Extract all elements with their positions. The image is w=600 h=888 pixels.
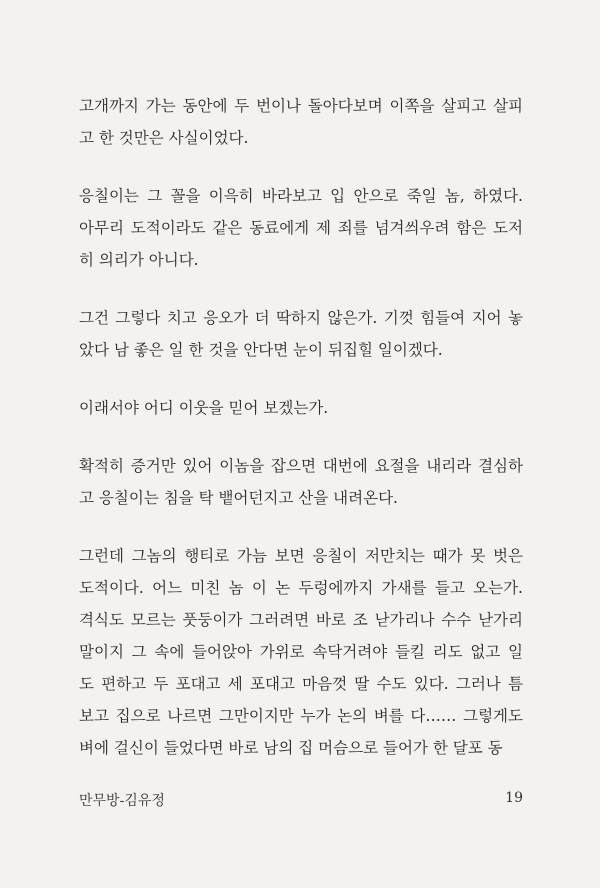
paragraph xyxy=(79,540,523,764)
paragraph xyxy=(79,302,523,366)
text-line: 그런데 그놈의 행티로 가늠 보면 응칠이 저만치는 때가 못 벗은 xyxy=(79,547,523,565)
page-number: 19 xyxy=(505,790,523,806)
text-line: 고개까지 가는 동안에 두 번이나 돌아다보며 이쪽을 살피고 살피 xyxy=(79,97,523,115)
text-line: 격식도 모르는 풋둥이가 그러려면 바로 조 낟가리나 수수 낟가리 xyxy=(79,611,523,629)
text-line: 응칠이는 그 꼴을 이윽히 바라보고 입 안으로 죽일 놈, 하였다. xyxy=(79,187,523,205)
text-line: 고 응칠이는 침을 탁 뱉어던지고 산을 내려온다. xyxy=(79,489,398,507)
text-line: 히 의리가 아니다. xyxy=(79,251,199,269)
body-text xyxy=(79,90,523,790)
running-title: 만무방-김유정 xyxy=(79,793,165,809)
text-line: 도적이다. 어느 미친 놈 이 논 두렁에까지 가새를 들고 오는가. xyxy=(79,579,523,597)
text-line: 이래서야 어디 이웃을 믿어 보겠는가. xyxy=(79,399,329,417)
paragraph xyxy=(79,90,523,154)
text-line: 확적히 증거만 있어 이놈을 잡으면 대번에 요절을 내리라 결심하 xyxy=(79,457,523,475)
paragraph xyxy=(79,180,523,276)
page-footer xyxy=(79,790,523,810)
paragraph xyxy=(79,392,523,424)
text-line: 그건 그렇다 치고 응오가 더 딱하지 않은가. 기껏 힘들여 지어 놓 xyxy=(79,309,523,327)
paragraph xyxy=(79,450,523,514)
text-line: 말이지 그 속에 들어앉아 가위로 속닥거려야 들킬 리도 없고 일 xyxy=(79,643,523,661)
text-line: 아무리 도적이라도 같은 동료에게 제 죄를 넘겨씌우려 함은 도저 xyxy=(79,219,523,237)
text-line: 보고 집으로 나르면 그만이지만 누가 논의 벼를 다…… 그렇게도 xyxy=(79,707,523,725)
text-line: 았다 남 좋은 일 한 것을 안다면 눈이 뒤집힐 일이겠다. xyxy=(79,341,443,359)
text-line: 벼에 걸신이 들었다면 바로 남의 집 머슴으로 들어가 한 달포 동 xyxy=(79,739,503,757)
text-line: 도 편하고 두 포대고 세 포대고 마음껏 딸 수도 있다. 그러나 틈 xyxy=(79,675,523,693)
text-line: 고 한 것만은 사실이었다. xyxy=(79,129,249,147)
